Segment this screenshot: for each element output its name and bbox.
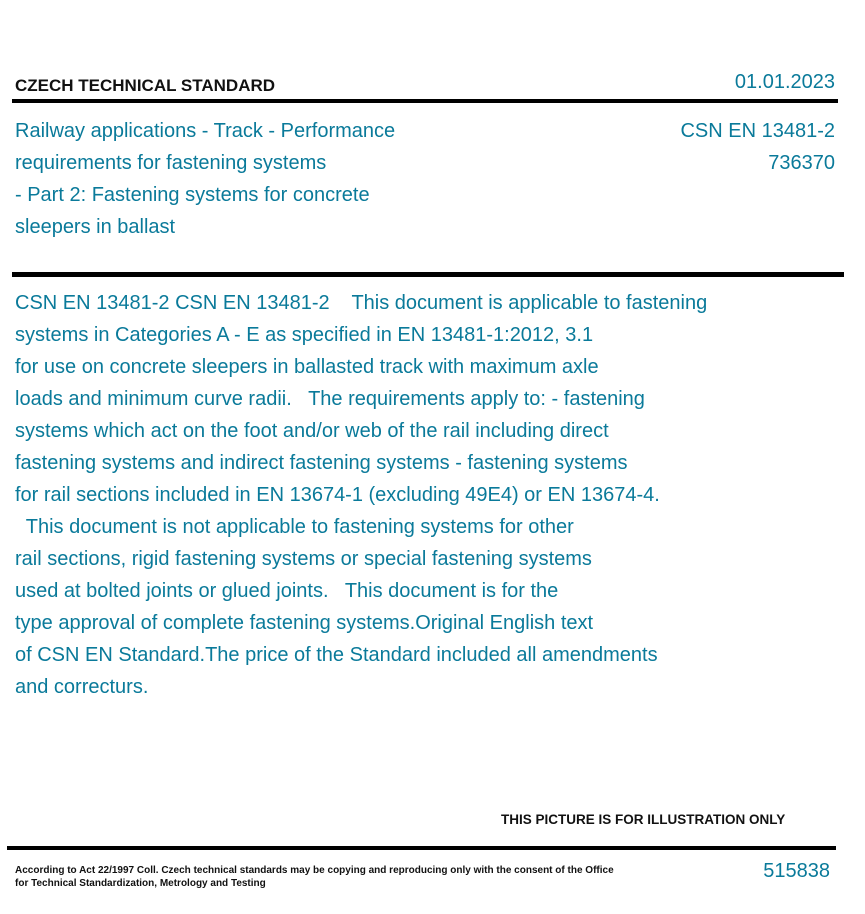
- catalog-number: 736370: [768, 152, 835, 174]
- standard-identifiers: [680, 115, 835, 179]
- description-line: This document is not applicable to fastening systems for other: [15, 516, 574, 538]
- description-line: CSN EN 13481-2 CSN EN 13481-2 This document is applicable to fastening: [15, 292, 708, 314]
- document-date: 01.01.2023: [734, 71, 835, 93]
- description-line: loads and minimum curve radii. The requirements apply to: - fastening: [15, 388, 645, 410]
- standard-code: CSN EN 13481-2: [680, 120, 835, 142]
- header-divider: [12, 99, 838, 103]
- document-header-title: CZECH TECHNICAL STANDARD: [15, 76, 276, 95]
- standard-title-line: Railway applications - Track - Performance: [15, 120, 396, 142]
- description-line: for use on concrete sleepers in ballasted track with maximum axle: [15, 356, 599, 378]
- legal-notice-line: for Technical Standardization, Metrology and Testing: [15, 878, 266, 889]
- description-line: rail sections, rigid fastening systems or special fastening systems: [15, 548, 592, 570]
- description-line: for rail sections included in EN 13674-1 (excluding 49E4) or EN 13674-4.: [15, 484, 660, 506]
- standard-title-line: requirements for fastening systems: [15, 152, 327, 174]
- description-line: type approval of complete fastening systems.Original English text: [15, 612, 594, 634]
- standard-title: [15, 115, 395, 243]
- title-divider: [12, 272, 844, 277]
- legal-notice: [15, 864, 614, 890]
- illustration-note: THIS PICTURE IS FOR ILLUSTRATION ONLY: [501, 812, 786, 827]
- description-line: systems in Categories A - E as specified in EN 13481-1:2012, 3.1: [15, 324, 594, 346]
- legal-notice-line: According to Act 22/1997 Coll. Czech technical standards may be copying and reproducing only with the consent of the Office: [15, 865, 614, 876]
- footer-number: 515838: [763, 860, 830, 882]
- standard-title-line: - Part 2: Fastening systems for concrete: [15, 184, 370, 206]
- description-line: fastening systems and indirect fastening systems - fastening systems: [15, 452, 628, 474]
- description-line: of CSN EN Standard.The price of the Standard included all amendments: [15, 644, 658, 666]
- footer-divider: [7, 846, 836, 850]
- description-text: [15, 287, 707, 703]
- description-line: used at bolted joints or glued joints. This document is for the: [15, 580, 559, 602]
- description-line: and correcturs.: [15, 676, 149, 698]
- description-line: systems which act on the foot and/or web of the rail including direct: [15, 420, 609, 442]
- standard-title-line: sleepers in ballast: [15, 216, 176, 238]
